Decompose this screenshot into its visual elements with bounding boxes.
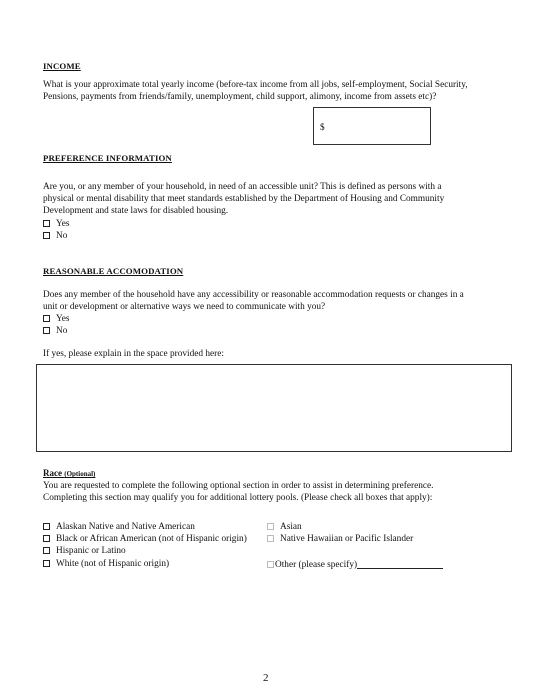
income-amount-field[interactable] xyxy=(313,107,431,145)
accommodation-heading: REASONABLE ACCOMODATION xyxy=(43,266,184,276)
race-option-label: Black or African American (not of Hispanic origin) xyxy=(56,534,247,544)
race-option-native-hawaiian[interactable] xyxy=(267,534,413,544)
currency-symbol: $ xyxy=(320,123,325,133)
checkbox-icon[interactable] xyxy=(43,547,50,554)
checkbox-icon[interactable] xyxy=(43,560,50,567)
race-option-black[interactable] xyxy=(43,534,247,544)
other-specify-line[interactable] xyxy=(357,559,443,569)
accommodation-option-label: Yes xyxy=(56,314,70,324)
race-option-hispanic[interactable] xyxy=(43,546,126,556)
accommodation-option-yes[interactable] xyxy=(43,314,70,324)
income-heading: INCOME xyxy=(43,61,81,71)
accommodation-question-line-2: unit or development or alternative ways we need to communicate with you? xyxy=(43,302,326,312)
preference-option-yes[interactable] xyxy=(43,219,70,229)
race-option-label: Alaskan Native and Native American xyxy=(56,522,195,532)
checkbox-icon[interactable] xyxy=(43,535,50,542)
checkbox-icon[interactable] xyxy=(43,220,50,227)
race-option-label: Hispanic or Latino xyxy=(56,546,126,556)
race-intro-line-2: Completing this section may qualify you for additional lottery pools. (Please check all boxes that apply): xyxy=(43,493,433,503)
checkbox-icon[interactable] xyxy=(43,523,50,530)
preference-heading: PREFERENCE INFORMATION xyxy=(43,153,172,163)
checkbox-icon[interactable] xyxy=(267,523,274,530)
checkbox-icon[interactable] xyxy=(43,327,50,334)
income-question-line-1: What is your approximate total yearly income (before-tax income from all jobs, self-employment, Social Security, xyxy=(43,80,468,90)
accommodation-option-no[interactable] xyxy=(43,326,67,336)
checkbox-icon[interactable] xyxy=(43,232,50,239)
race-option-white[interactable] xyxy=(43,559,169,569)
race-option-label: Other (please specify) xyxy=(275,560,358,570)
checkbox-icon[interactable] xyxy=(267,535,274,542)
accommodation-question-line-1: Does any member of the household have any accessibility or reasonable accommodation requests or changes in a xyxy=(43,290,464,300)
preference-option-label: No xyxy=(56,231,68,241)
page-number: 2 xyxy=(263,672,269,684)
race-intro-line-1: You are requested to complete the following optional section in order to assist in determining preference. xyxy=(43,481,434,491)
income-question-line-2: Pensions, payments from friends/family, unemployment, child support, alimony, income from assets etc)? xyxy=(43,92,437,102)
explain-textarea[interactable] xyxy=(36,364,512,452)
race-heading-main: Race xyxy=(43,468,65,478)
checkbox-icon[interactable] xyxy=(43,315,50,322)
preference-question-line-2: physical or mental disability that meet standards established by the Department of Housing and Community xyxy=(43,194,445,204)
preference-question-line-3: Development and state laws for disabled housing. xyxy=(43,206,229,216)
checkbox-icon[interactable] xyxy=(267,561,274,568)
race-heading-optional: (Optional) xyxy=(64,470,96,478)
race-option-other[interactable] xyxy=(267,559,443,570)
preference-question-line-1: Are you, or any member of your household, in need of an accessible unit? This is defined as persons with a xyxy=(43,182,442,192)
race-option-asian[interactable] xyxy=(267,522,302,532)
race-option-label: Asian xyxy=(280,522,302,532)
race-option-alaskan-native[interactable] xyxy=(43,522,195,532)
race-option-label: White (not of Hispanic origin) xyxy=(56,559,170,569)
race-heading xyxy=(43,468,95,478)
preference-option-label: Yes xyxy=(56,219,70,229)
race-option-label: Native Hawaiian or Pacific Islander xyxy=(280,534,414,544)
explain-prompt: If yes, please explain in the space provided here: xyxy=(43,349,224,359)
accommodation-option-label: No xyxy=(56,326,68,336)
preference-option-no[interactable] xyxy=(43,231,67,241)
